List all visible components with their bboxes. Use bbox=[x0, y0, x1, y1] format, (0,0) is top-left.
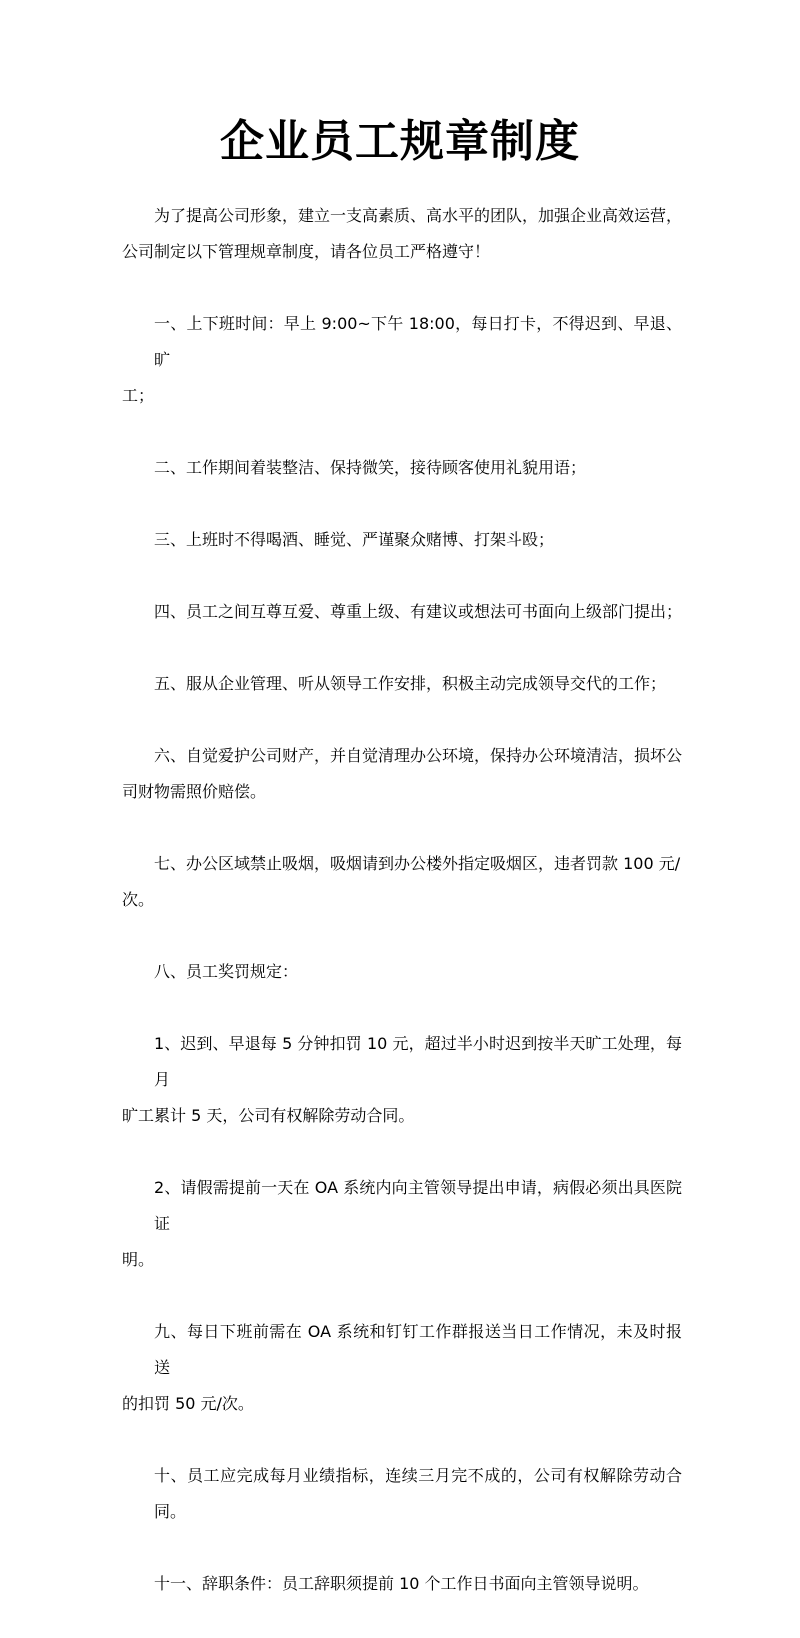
paragraph-line: 公司制定以下管理规章制度，请各位员工严格遵守！ bbox=[122, 242, 491, 261]
paragraph-line: 九、每日下班前需在 OA 系统和钉钉工作群报送当日工作情况，未及时报送 bbox=[154, 1322, 682, 1377]
paragraph-rule-2 bbox=[122, 450, 682, 486]
paragraph-line: 次。 bbox=[122, 890, 155, 909]
paragraph-line: 十、员工应完成每月业绩指标，连续三月完不成的，公司有权解除劳动合同。 bbox=[154, 1466, 682, 1521]
paragraph-line: 明。 bbox=[122, 1250, 155, 1269]
paragraph-rule-1 bbox=[122, 306, 682, 414]
paragraph-line: 十一、辞职条件：员工辞职须提前 10 个工作日书面向主管领导说明。 bbox=[154, 1574, 649, 1593]
paragraph-line: 1、迟到、早退每 5 分钟扣罚 10 元，超过半小时迟到按半天旷工处理，每月 bbox=[154, 1034, 682, 1089]
paragraph-intro bbox=[122, 198, 682, 270]
paragraph-line: 一、上下班时间：早上 9:00~下午 18:00，每日打卡，不得迟到、早退、旷 bbox=[154, 314, 682, 369]
paragraph-line: 为了提高公司形象，建立一支高素质、高水平的团队，加强企业高效运营， bbox=[154, 206, 683, 225]
paragraph-rule-8 bbox=[122, 954, 682, 990]
paragraph-rule-9 bbox=[122, 1314, 682, 1422]
paragraph-line: 的扣罚 50 元/次。 bbox=[122, 1394, 254, 1413]
paragraph-line: 六、自觉爱护公司财产，并自觉清理办公环境，保持办公环境清洁，损坏公 bbox=[154, 746, 683, 765]
paragraph-rule-11 bbox=[122, 1566, 682, 1602]
paragraph-line: 旷工累计 5 天，公司有权解除劳动合同。 bbox=[122, 1106, 415, 1125]
paragraph-line: 四、员工之间互尊互爱、尊重上级、有建议或想法可书面向上级部门提出； bbox=[154, 602, 683, 621]
paragraph-rule-3 bbox=[122, 522, 682, 558]
paragraph-rule-4 bbox=[122, 594, 682, 630]
page-title: 企业员工规章制度 bbox=[220, 116, 580, 167]
paragraph-rule-5 bbox=[122, 666, 682, 702]
paragraph-rule-6 bbox=[122, 738, 682, 810]
paragraph-subrule-1 bbox=[122, 1026, 682, 1134]
paragraph-line: 七、办公区域禁止吸烟，吸烟请到办公楼外指定吸烟区，违者罚款 100 元/ bbox=[154, 854, 681, 873]
paragraph-line: 2、请假需提前一天在 OA 系统内向主管领导提出申请，病假必须出具医院证 bbox=[154, 1178, 682, 1233]
paragraph-line: 五、服从企业管理、听从领导工作安排，积极主动完成领导交代的工作； bbox=[154, 674, 667, 693]
paragraph-line: 八、员工奖罚规定： bbox=[154, 962, 299, 981]
paragraph-subrule-2 bbox=[122, 1170, 682, 1278]
paragraph-line: 工； bbox=[122, 386, 155, 405]
paragraph-rule-7 bbox=[122, 846, 682, 918]
paragraph-line: 司财物需照价赔偿。 bbox=[122, 782, 267, 801]
document-body bbox=[122, 198, 682, 1638]
paragraph-line: 二、工作期间着装整洁、保持微笑，接待顾客使用礼貌用语； bbox=[154, 458, 587, 477]
paragraph-line: 三、上班时不得喝酒、睡觉、严谨聚众赌博、打架斗殴； bbox=[154, 530, 555, 549]
paragraph-rule-10 bbox=[122, 1458, 682, 1530]
